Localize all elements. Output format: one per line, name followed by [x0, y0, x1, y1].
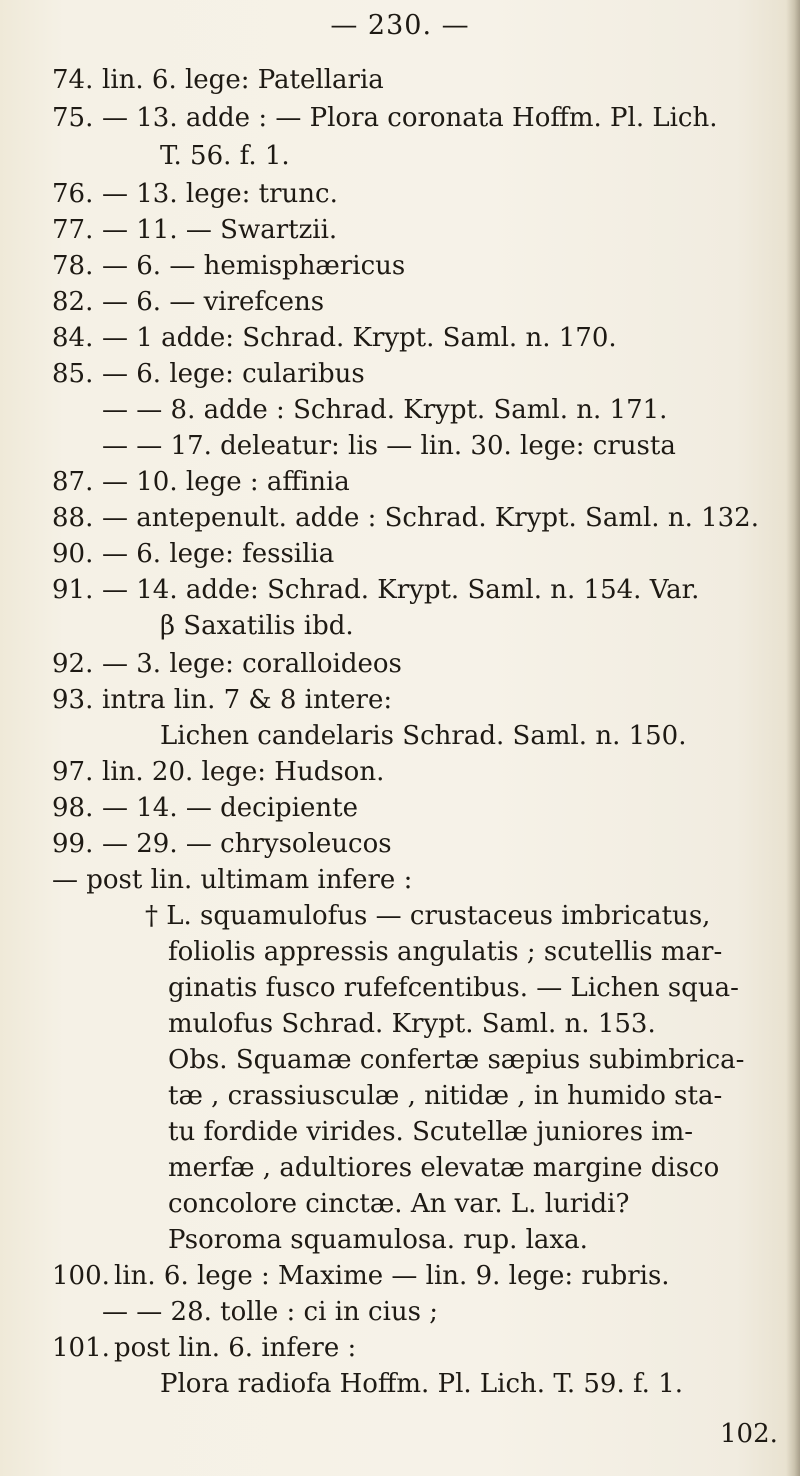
entry-text: — 13. adde : — Plora coronata Hoffm. Pl. Lich. [102, 103, 718, 133]
page-header: — 230. — [330, 10, 470, 41]
entry-text: — 10. lege : affinia [102, 467, 350, 497]
entry-page-number: 74. [52, 65, 94, 95]
entry-text: — 3. lege: coralloideos [102, 649, 402, 679]
entry-page-number: 84. [52, 323, 94, 353]
entry-text: — 6. lege: cularibus [102, 359, 365, 389]
catchword: 102. [720, 1419, 778, 1449]
entry-page-number: 100. [52, 1261, 110, 1291]
entry-page-number: 77. [52, 215, 94, 245]
entry-text: Obs. Squamæ confertæ sæpius subimbrica- [168, 1045, 745, 1075]
entry-page-number: 91. [52, 575, 94, 605]
entry-text: — 6. — virefcens [102, 287, 325, 317]
entry-page-number: 85. [52, 359, 94, 389]
entry-page-number: 99. [52, 829, 94, 859]
entry-page-number: 90. [52, 539, 94, 569]
entry-page-number: 78. [52, 251, 94, 281]
entry-text: — 14. — decipiente [102, 793, 358, 823]
entry-page-number: 93. [52, 685, 94, 715]
entry-text: — — 17. deleatur: lis — lin. 30. lege: crusta [102, 431, 676, 461]
entry-text: — 6. lege: fessilia [102, 539, 335, 569]
entry-text: concolore cinctæ. An var. L. luridi? [168, 1189, 630, 1219]
entry-text: ginatis fusco rufefcentibus. — Lichen squa- [168, 973, 739, 1003]
entry-text: tæ , crassiusculæ , nitidæ , in humido sta- [168, 1081, 723, 1111]
entry-page-number: 82. [52, 287, 94, 317]
entry-text: T. 56. f. 1. [160, 141, 290, 171]
entry-text: — — 28. tolle : ci in cius ; [102, 1297, 439, 1327]
entry-page-number: 101. [52, 1333, 110, 1363]
entry-text: lin. 20. lege: Hudson. [102, 757, 385, 787]
entry-page-number: 75. [52, 103, 94, 133]
entry-page-number: 98. [52, 793, 94, 823]
entry-text: lin. 6. lege: Patellaria [102, 65, 384, 95]
entry-text: — antepenult. adde : Schrad. Krypt. Saml. n. 132. [102, 503, 759, 533]
entry-text: — — 8. adde : Schrad. Krypt. Saml. n. 171. [102, 395, 668, 425]
entry-text: — 11. — Swartzii. [102, 215, 338, 245]
page-edge-shadow [786, 0, 800, 1476]
entry-text: Plora radiofa Hoffm. Pl. Lich. T. 59. f. 1. [160, 1369, 684, 1399]
entry-text: merfæ , adultiores elevatæ margine disco [168, 1153, 720, 1183]
entry-text: — 6. — hemisphæricus [102, 251, 406, 281]
entry-page-number: 88. [52, 503, 94, 533]
entry-text: lin. 6. lege : Maxime — lin. 9. lege: rubris. [114, 1261, 670, 1291]
entry-text: — 14. adde: Schrad. Krypt. Saml. n. 154. Var. [102, 575, 700, 605]
entry-page-number: 87. [52, 467, 94, 497]
entry-text: — 29. — chrysoleucos [102, 829, 392, 859]
entry-page-number: 97. [52, 757, 94, 787]
entry-text: foliolis appressis angulatis ; scutellis mar- [168, 937, 723, 967]
entry-text: intra lin. 7 & 8 intere: [102, 685, 393, 715]
entry-text: β Saxatilis ibd. [160, 611, 354, 641]
entry-text: Lichen candelaris Schrad. Saml. n. 150. [160, 721, 687, 751]
entry-page-number: 92. [52, 649, 94, 679]
entry-text: † L. squamulofus — crustaceus imbricatus, [145, 901, 711, 931]
entry-text: — 13. lege: trunc. [102, 179, 338, 209]
entry-text: mulofus Schrad. Krypt. Saml. n. 153. [168, 1009, 656, 1039]
entry-page-number: 76. [52, 179, 94, 209]
entry-text: Psoroma squamulosa. rup. laxa. [168, 1225, 588, 1255]
entry-text: post lin. 6. infere : [114, 1333, 357, 1363]
entry-text: — post lin. ultimam infere : [52, 865, 413, 895]
entry-text: tu fordide virides. Scutellæ juniores im- [168, 1117, 694, 1147]
entry-text: — 1 adde: Schrad. Krypt. Saml. n. 170. [102, 323, 617, 353]
